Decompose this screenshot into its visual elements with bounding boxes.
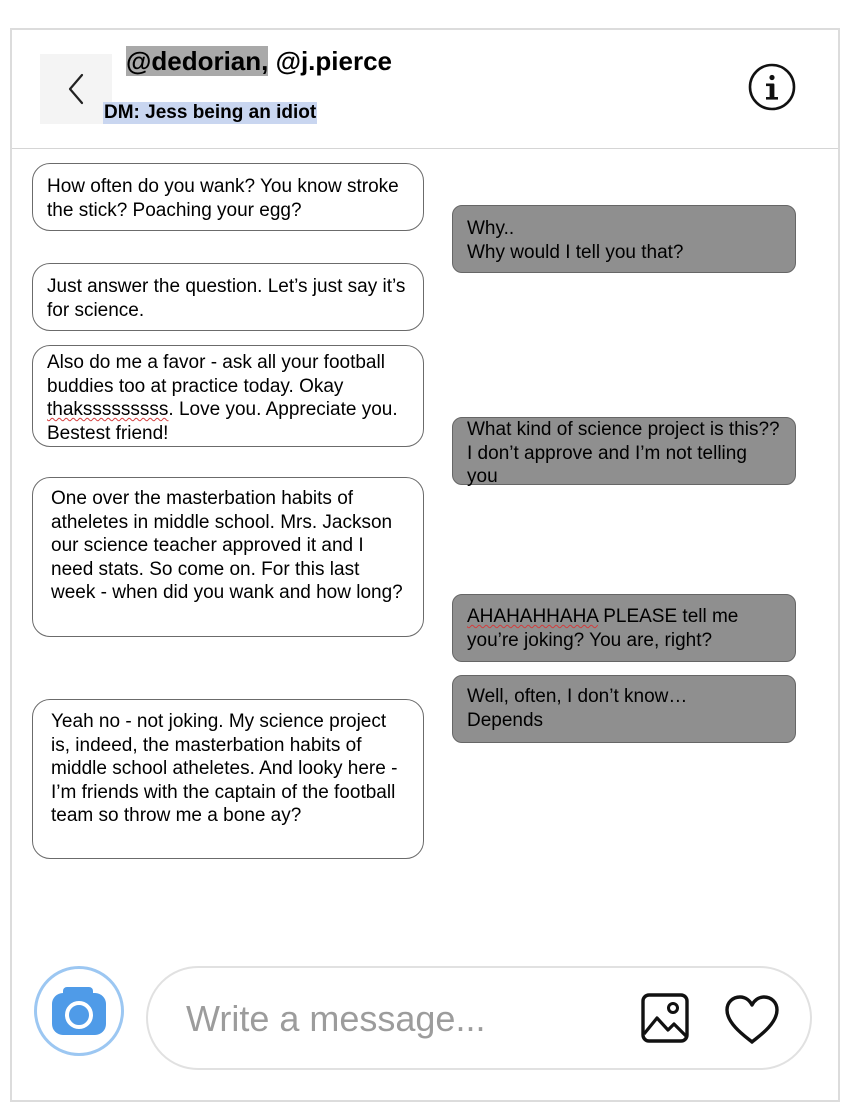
message-text: Why would I tell you that? <box>467 241 684 263</box>
participant-jpierce[interactable]: @j.pierce <box>275 46 393 76</box>
message-text: Depends <box>467 709 544 731</box>
message-text: Why.. <box>467 218 515 239</box>
message-text: One over the masterbation habits of atheletes in middle school. Mrs. Jackson our science teacher approved it and I need stats. So come on. For this last week - when did you wank and how long? <box>51 488 403 603</box>
message-text: Well, often, I don’t know… <box>467 686 688 707</box>
image-icon[interactable] <box>640 992 690 1044</box>
message-text: Yeah no - not joking. My science project is, indeed, the masterbation habits of middle school atheletes. And looky here - I’m friends with the captain of the football team so throw me a bone ay? <box>51 711 398 826</box>
message-input-placeholder: Write a message... <box>186 998 486 1039</box>
info-circle-icon <box>748 63 796 111</box>
participant-dedorian[interactable]: @dedorian, <box>126 46 269 76</box>
message-bubble-sent[interactable] <box>452 205 796 273</box>
heart-icon[interactable] <box>724 994 780 1046</box>
misspelled-word[interactable]: AHAHAHHAHA <box>467 606 598 627</box>
message-text: How often do you wank? You know stroke the stick? Poaching your egg? <box>47 176 399 221</box>
camera-button[interactable] <box>34 966 124 1056</box>
message-bubble-received[interactable] <box>32 477 424 637</box>
message-bubble-received[interactable] <box>32 345 424 447</box>
conversation-subject: DM: Jess being an idiot <box>104 102 317 123</box>
participants <box>126 46 392 77</box>
message-bubble-sent[interactable] <box>452 594 796 662</box>
message-text: What kind of science project is this?? I don’t approve and I’m not telling you <box>467 419 780 487</box>
message-bubble-sent[interactable] <box>452 675 796 743</box>
conversation-header <box>12 30 838 149</box>
misspelled-word[interactable]: thaksssssssss <box>47 399 169 420</box>
message-text: Also do me a favor - ask all your football buddies too at practice today. Okay <box>47 352 385 397</box>
info-button[interactable] <box>748 63 796 111</box>
chevron-left-icon <box>66 72 86 106</box>
back-button[interactable] <box>40 54 112 124</box>
message-text: . Love you. Appreciate you. Bestest friend! <box>47 399 398 444</box>
camera-icon <box>50 984 108 1038</box>
dm-window <box>10 28 840 1102</box>
message-input[interactable] <box>146 966 812 1070</box>
message-text: PLEASE tell me you’re joking? You are, right? <box>467 606 739 651</box>
message-bubble-received[interactable] <box>32 699 424 859</box>
message-text: Just answer the question. Let’s just say it’s for science. <box>47 276 406 321</box>
message-bubble-received[interactable] <box>32 263 424 331</box>
message-bubble-sent[interactable] <box>452 417 796 485</box>
message-bubble-received[interactable] <box>32 163 424 231</box>
